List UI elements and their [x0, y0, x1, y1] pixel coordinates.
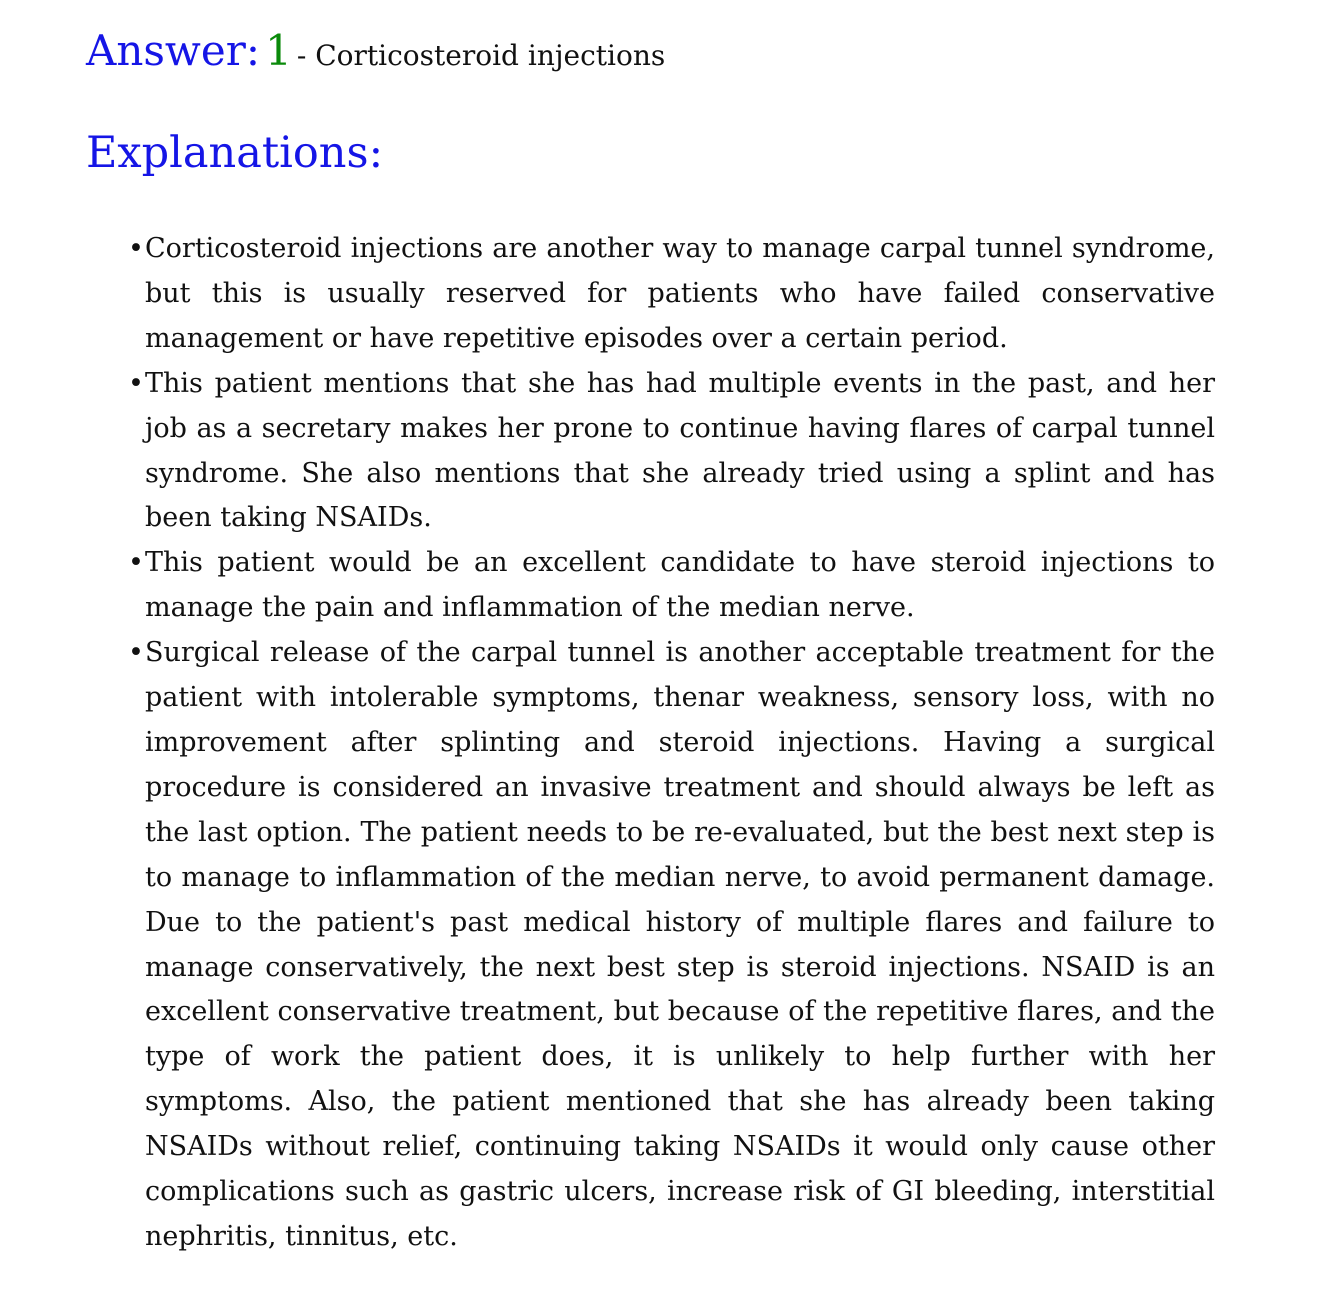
answer-number: 1 — [265, 26, 292, 75]
bullet-icon: • — [128, 637, 144, 669]
bullet-icon: • — [128, 547, 144, 579]
explanation-item — [128, 362, 1215, 542]
explanation-text: This patient mentions that she has had multiple events in the past, and her job as a secretary makes her prone to continue having flares of carpal tunnel syndrome. She also mentions that she already tried using a splint and has been taking NSAIDs. — [145, 367, 1215, 534]
explanation-text: Corticosteroid injections are another way to manage carpal tunnel syndrome, but this is usually reserved for patients who have failed conservative management or have repetitive episodes over a certain period. — [145, 233, 1215, 354]
answer-label: Answer: — [86, 26, 260, 75]
explanation-text: This patient would be an excellent candidate to have steroid injections to manage the pain and inflammation of the median nerve. — [145, 547, 1215, 624]
bullet-icon: • — [128, 367, 144, 399]
explanations-list — [128, 227, 1215, 1260]
bullet-icon: • — [128, 233, 144, 264]
explanation-text: Surgical release of the carpal tunnel is another acceptable treatment for the patient with intolerable symptoms, thenar weakness, sensory loss, with no improvement after splinting and steroid injections. Having a surgical procedure is considered an invasive treatment and should always be left as the last option. The patient needs to be re-evaluated, but the best next step is to manage to inflammation of the median nerve, to avoid permanent damage. Due to the patient's past medical history of multiple flares and failure to manage conservatively, the next best step is steroid injections. NSAID is an excellent conservative treatment, but because of the repetitive flares, and the type of work the patient does, it is unlikely to help further with her symptoms. Also, the patient mentioned that she has already been taking NSAIDs without relief, continuing taking NSAIDs it would only cause other complications such as gastric ulcers, increase risk of GI bleeding, interstitial nephritis, tinnitus, etc. — [145, 637, 1215, 1252]
explanation-item — [128, 227, 1215, 362]
explanation-item — [128, 541, 1215, 631]
answer-line — [86, 26, 665, 75]
explanation-item — [128, 631, 1215, 1260]
explanations-title: Explanations: — [86, 128, 384, 178]
answer-text: - Corticosteroid injections — [296, 39, 666, 72]
